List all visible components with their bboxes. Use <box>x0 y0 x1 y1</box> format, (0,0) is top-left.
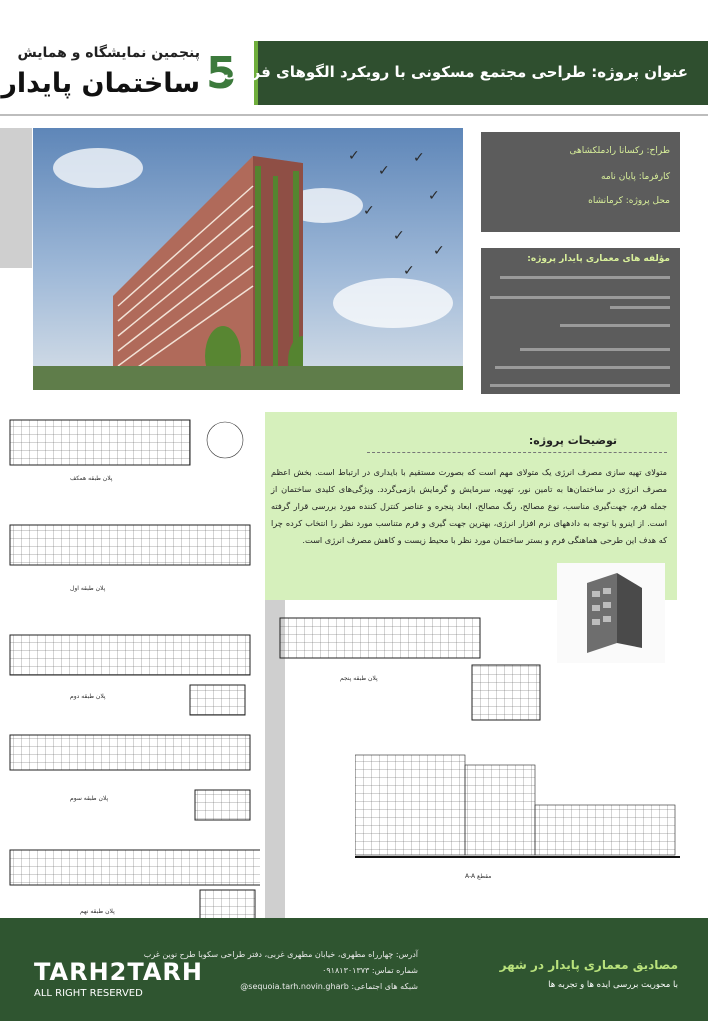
footer-theme: مصادیق معماری پایدار در شهر <box>499 958 678 972</box>
floor-plans <box>5 410 260 930</box>
massing-model <box>557 563 665 663</box>
sustainability-components-box <box>481 248 680 394</box>
footer-address: آدرس: چهارراه مطهری، خیابان مطهری غربی، دفتر طراحی سکوبا طرح نوین غرب <box>143 950 418 959</box>
footer-rights: ALL RIGHT RESERVED <box>34 988 143 999</box>
event-number: 5 <box>206 48 237 99</box>
section-label: مقطع A-A <box>465 873 492 880</box>
project-info-box <box>481 132 680 232</box>
description-paragraph: متولای تهیه سازی مصرف انرژی یک متولای مهم است که بصورت مستقیم با بایداری در ارتباط است. بخش اعظم مصرف انرژی در ساختمان‌ها به تامین نور، تهویه، سرمایش و گرمایش بازمی‌گردد. ویژگی‌های کلیدی ساختمان از جمله فرم، جهت‌گیری مناسب، نوع مصالح، رنگ مصالح، ابعاد پنجره و عناصر کنترل کننده مورد بررسی قرار گرفته است. از اینرو با توجه به دادههای نرم افزار انرژی، بهترین جهت گیری و فرم متناسب مورد نظر را انتخاب کرده چرا که هدف این طرحی هماهنگی فرم و بستر ساختمان مورد نظر با محیط زیست و کاهش مصرف انرژی است. <box>271 467 667 545</box>
building-section <box>355 745 680 895</box>
location-text: محل پروژه: کرمانشاه <box>588 196 670 206</box>
footer-phone: شماره تماس: ۰۹۱۸۱۳۰۱۳۷۳ <box>322 966 418 975</box>
floor-plan-1 <box>10 420 243 465</box>
building-illustration <box>103 146 303 386</box>
components-title: مؤلفه های معماری پایدار پروژه: <box>527 254 670 264</box>
floor-plan-2 <box>10 525 250 565</box>
floor-plan-5 <box>10 850 260 925</box>
work-type-text: کارفرما: پایان نامه <box>601 172 670 182</box>
building-render: ✓ ✓ ✓ ✓ ✓ ✓ ✓ ✓ <box>33 128 463 390</box>
plan-label-2: پلان طبقه اول <box>70 585 106 592</box>
plan-label-6: پلان طبقه نهم <box>80 908 115 915</box>
footer-brand: TARH2TARH <box>34 958 203 986</box>
header-divider <box>0 114 708 116</box>
event-title: ساختمان پایدار <box>1 68 200 99</box>
floor-plan-4 <box>10 735 250 820</box>
footer-theme-sub: با محوریت بررسی ایده ها و تجربه ها <box>548 980 678 990</box>
project-title-bar <box>223 41 708 105</box>
plan-label-5: پلان طبقه پنجم <box>340 675 378 682</box>
footer-bar <box>0 918 708 1021</box>
project-title: عنوان پروژه: طراحی مجتمع مسکونی با رویکرد الگوهای فرمال <box>223 63 688 81</box>
footer-social: شبکه های اجتماعی: sequoia.tarh.novin.gharb@ <box>240 982 418 991</box>
designer-text: طراح: رکسانا رادملکشاهی <box>569 146 670 156</box>
floor-plan-3 <box>10 635 250 715</box>
description-title: توضیحات پروژه: <box>528 434 617 447</box>
event-logo <box>0 0 260 110</box>
plan-label-4: پلان طبقه سوم <box>70 795 109 802</box>
event-subtitle: پنجمین نمایشگاه و همایش <box>17 45 200 61</box>
ground-trees <box>33 366 463 390</box>
floor-plan-center <box>272 610 550 725</box>
plan-label-3: پلان طبقه دوم <box>70 693 106 700</box>
plan-label-1: پلان طبقه همکف <box>70 475 113 482</box>
side-accent <box>0 128 32 268</box>
